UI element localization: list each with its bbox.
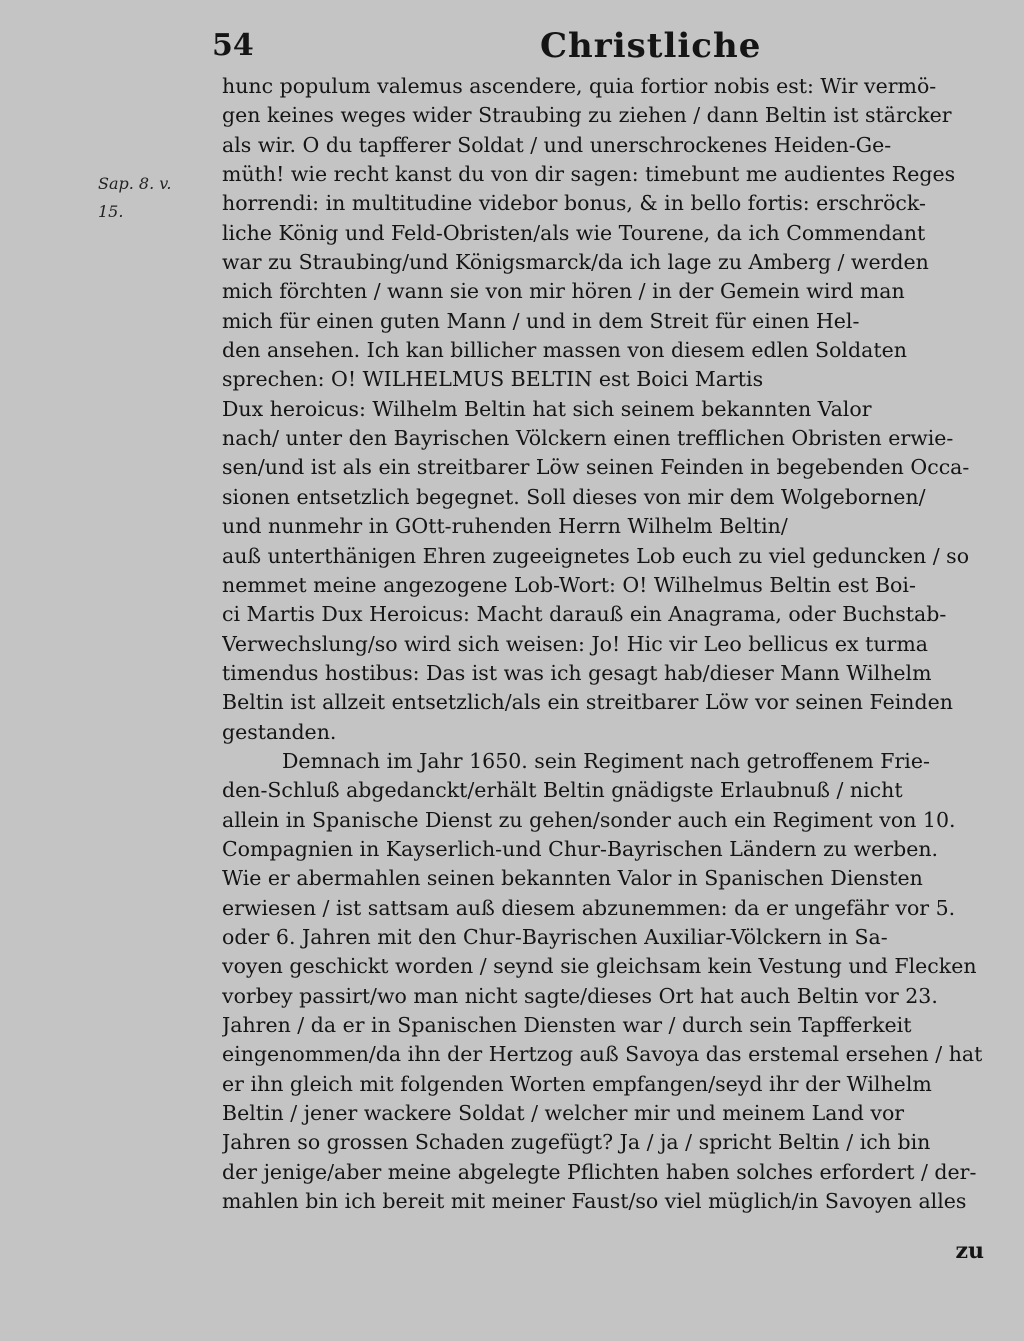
margin-note: [98, 170, 188, 226]
text-line: mahlen bin ich bereit mit meiner Faust/so viel müglich/in Savoyen alles: [222, 1189, 967, 1214]
text-line: voyen geschickt worden / seynd sie gleichsam kein Vestung und Flecken: [222, 954, 977, 979]
text-line: den-Schluß abgedanckt/erhält Beltin gnädigste Erlaubnuß / nicht: [222, 778, 903, 803]
text-line: Demnach im Jahr 1650. sein Regiment nach getroffenem Frie-: [282, 748, 930, 773]
running-title: Christliche: [540, 26, 762, 66]
text-line: Beltin ist allzeit entsetzlich/als ein streitbarer Löw vor seinen Feinden: [222, 690, 953, 715]
text-line: als wir. O du tapfferer Soldat / und unerschrockenes Heiden-Ge-: [222, 132, 892, 157]
text-line: den ansehen. Ich kan billicher massen von diesem edlen Soldaten: [222, 338, 907, 363]
text-line: Jahren / da er in Spanischen Diensten war / durch sein Tapfferkeit: [222, 1013, 912, 1037]
text-line: Dux heroicus: Wilhelm Beltin hat sich seinem bekannten Valor: [222, 396, 872, 421]
text-line: erwiesen / ist sattsam auß diesem abzunemmen: da er ungefähr vor 5.: [222, 895, 956, 920]
text-line: sen/und ist als ein streitbarer Löw seinen Feinden in begebenden Occa-: [222, 455, 970, 480]
text-line: sionen entsetzlich begegnet. Soll dieses von mir dem Wolgebornen/: [222, 484, 926, 509]
page-number: 54: [212, 28, 254, 63]
text-line: Beltin / jener wackere Soldat / welcher mir und meinem Land vor: [222, 1101, 905, 1126]
text-line: auß unterthänigen Ehren zugeeignetes Lob euch zu viel geduncken / so: [222, 543, 970, 568]
text-line: und nunmehr in GOtt-ruhenden Herrn Wilhelm Beltin/: [222, 514, 788, 539]
text-line: der jenige/aber meine abgelegte Pflichten haben solches erfordert / der-: [222, 1159, 977, 1184]
text-line: Verwechslung/so wird sich weisen: Jo! Hic vir Leo bellicus ex turma: [222, 631, 928, 656]
text-line: vorbey passirt/wo man nicht sagte/dieses Ort hat auch Beltin vor 23.: [222, 983, 938, 1008]
text-line: Compagnien in Kayserlich-und Chur-Bayrischen Ländern zu werben.: [222, 836, 939, 861]
text-line: gen keines weges wider Straubing zu ziehen / dann Beltin ist stärcker: [222, 103, 952, 128]
text-line: hunc populum valemus ascendere, quia fortior nobis est: Wir vermö-: [222, 74, 937, 98]
text-line: Jahren so grossen Schaden zugefügt? Ja / ja / spricht Beltin / ich bin: [222, 1130, 931, 1155]
text-line: oder 6. Jahren mit den Chur-Bayrischen Auxiliar-Völckern in Sa-: [222, 924, 888, 949]
text-line: allein in Spanische Dienst zu gehen/sonder auch ein Regiment von 10.: [222, 807, 956, 832]
text-line: er ihn gleich mit folgenden Worten empfangen/seyd ihr der Wilhelm: [222, 1071, 932, 1096]
text-line: sprechen: O! WILHELMUS BELTIN est Boici Martis: [222, 367, 764, 392]
text-line: mich für einen guten Mann / und in dem Streit für einen Hel-: [222, 308, 860, 333]
margin-note-line: Sap. 8. v.: [98, 174, 172, 193]
text-line: ci Martis Dux Heroicus: Macht darauß ein Anagrama, oder Buchstab-: [222, 602, 947, 627]
text-line: eingenommen/da ihn der Hertzog auß Savoya das erstemal ersehen / hat: [222, 1042, 982, 1067]
text-line: gestanden.: [222, 719, 337, 744]
catchword: zu: [955, 1238, 984, 1264]
text-line: Wie er abermahlen seinen bekannten Valor in Spanischen Diensten: [222, 866, 923, 891]
text-line: timendus hostibus: Das ist was ich gesagt hab/dieser Mann Wilhelm: [222, 660, 932, 685]
margin-note-line: 15.: [98, 202, 124, 221]
body-text: [222, 72, 982, 1216]
page-header: [200, 22, 762, 72]
text-line: war zu Straubing/und Königsmarck/da ich lage zu Amberg / werden: [222, 250, 929, 275]
text-line: nemmet meine angezogene Lob-Wort: O! Wilhelmus Beltin est Boi-: [222, 572, 916, 597]
text-line: mich förchten / wann sie von mir hören / in der Gemein wird man: [222, 279, 905, 304]
text-line: liche König und Feld-Obristen/als wie Tourene, da ich Commendant: [222, 220, 926, 245]
text-line: nach/ unter den Bayrischen Völckern einen trefflichen Obristen erwie-: [222, 426, 954, 451]
text-line: müth! wie recht kanst du von dir sagen: timebunt me audientes Reges: [222, 162, 956, 187]
text-line: horrendi: in multitudine videbor bonus, & in bello fortis: erschröck-: [222, 191, 926, 216]
